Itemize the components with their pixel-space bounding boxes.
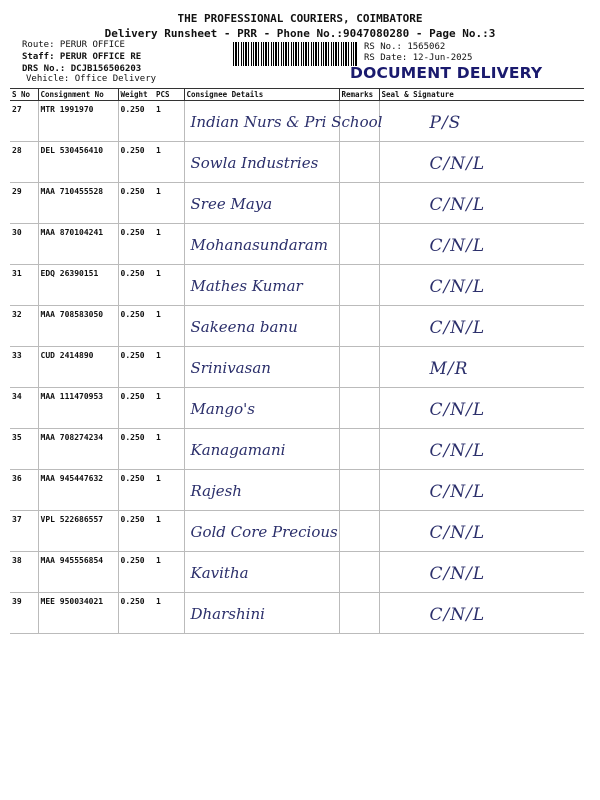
sno-cell [10, 593, 38, 634]
table-row [10, 224, 584, 265]
seal-handwriting: C/N/L [429, 236, 486, 256]
pcs-cell [154, 347, 184, 388]
table-row [10, 511, 584, 552]
pcs-value: 1 [156, 556, 161, 565]
remarks-value [342, 429, 377, 433]
remarks-cell [339, 306, 379, 347]
consignment-cell [38, 101, 118, 142]
consignment-cell [38, 552, 118, 593]
weight-value: 0.250 [120, 597, 145, 606]
seal-signature-cell [379, 183, 584, 224]
staff-field: Staff: PERUR OFFICE RE [22, 52, 142, 62]
weight-value: 0.250 [120, 392, 145, 401]
weight-cell [118, 265, 154, 306]
table-row [10, 101, 584, 142]
sno-cell [10, 183, 38, 224]
consignee-cell [184, 511, 339, 552]
seal-handwriting: C/N/L [429, 605, 486, 625]
remarks-value [342, 306, 377, 310]
consignee-cell [184, 183, 339, 224]
pcs-value: 1 [156, 146, 161, 155]
remarks-cell [339, 511, 379, 552]
pcs-value: 1 [156, 515, 161, 524]
seal-handwriting: P/S [429, 113, 462, 133]
consignment-value: MAA 710455528 [40, 187, 104, 196]
weight-cell [118, 429, 154, 470]
consignment-value: EDQ 26390151 [40, 269, 99, 278]
consignment-cell [38, 593, 118, 634]
sno-value: 38 [12, 556, 22, 565]
seal-signature-cell [379, 470, 584, 511]
remarks-cell [339, 470, 379, 511]
table-header-row [10, 89, 584, 101]
remarks-value [342, 388, 377, 392]
consignment-value: MAA 111470953 [40, 392, 104, 401]
weight-value: 0.250 [120, 269, 145, 278]
runsheet-subtitle: Delivery Runsheet - PRR - Phone No.:9047080280 - Page No.:3 [104, 27, 496, 40]
consignee-handwriting: Dharshini [190, 605, 265, 623]
consignment-cell [38, 470, 118, 511]
pcs-value: 1 [156, 597, 161, 606]
consignee-handwriting: Mango's [190, 400, 255, 418]
consignee-handwriting: Rajesh [190, 482, 242, 500]
seal-signature-cell [379, 265, 584, 306]
pcs-value: 1 [156, 310, 161, 319]
weight-cell [118, 388, 154, 429]
table-row [10, 265, 584, 306]
column-header: Seal & Signature [379, 89, 584, 101]
sno-value: 29 [12, 187, 22, 196]
weight-value: 0.250 [120, 228, 145, 237]
seal-signature-cell [379, 101, 584, 142]
sno-value: 37 [12, 515, 22, 524]
consignment-value: MAA 945556854 [40, 556, 104, 565]
seal-signature-cell [379, 388, 584, 429]
consignment-value: MAA 870104241 [40, 228, 104, 237]
seal-handwriting: C/N/L [429, 318, 486, 338]
weight-cell [118, 183, 154, 224]
consignee-cell [184, 142, 339, 183]
remarks-value [342, 347, 377, 351]
consignment-cell [38, 347, 118, 388]
remarks-cell [339, 347, 379, 388]
sno-value: 30 [12, 228, 22, 237]
consignment-value: MTR 1991970 [40, 105, 94, 114]
pcs-cell [154, 265, 184, 306]
weight-cell [118, 511, 154, 552]
consignment-cell [38, 388, 118, 429]
remarks-cell [339, 429, 379, 470]
remarks-value [342, 224, 377, 228]
pcs-cell [154, 101, 184, 142]
consignee-cell [184, 306, 339, 347]
consignment-value: MAA 708583050 [40, 310, 104, 319]
seal-signature-cell [379, 552, 584, 593]
remarks-cell [339, 142, 379, 183]
remarks-value [342, 470, 377, 474]
seal-handwriting: C/N/L [429, 400, 486, 420]
sno-cell [10, 429, 38, 470]
consignee-cell [184, 552, 339, 593]
column-header: Remarks [339, 89, 379, 101]
seal-handwriting: C/N/L [429, 277, 486, 297]
seal-handwriting: C/N/L [429, 482, 486, 502]
consignee-cell [184, 347, 339, 388]
drs-number: DRS No.: DCJB156506203 [22, 64, 142, 74]
sno-cell [10, 511, 38, 552]
table-row [10, 347, 584, 388]
remarks-value [342, 511, 377, 515]
consignee-cell [184, 429, 339, 470]
seal-signature-cell [379, 224, 584, 265]
table-row [10, 388, 584, 429]
consignee-handwriting: Mathes Kumar [190, 277, 303, 295]
pcs-value: 1 [156, 105, 161, 114]
table-row [10, 470, 584, 511]
weight-value: 0.250 [120, 556, 145, 565]
column-header: PCS [154, 89, 184, 101]
consignment-value: MEE 950034021 [40, 597, 104, 606]
remarks-cell [339, 388, 379, 429]
seal-signature-cell [379, 306, 584, 347]
sno-value: 35 [12, 433, 22, 442]
column-header: Weight [118, 89, 154, 101]
sno-value: 31 [12, 269, 22, 278]
weight-cell [118, 347, 154, 388]
sno-value: 34 [12, 392, 22, 401]
pcs-cell [154, 224, 184, 265]
weight-value: 0.250 [120, 433, 145, 442]
weight-cell [118, 470, 154, 511]
pcs-cell [154, 552, 184, 593]
consignment-value: MAA 708274234 [40, 433, 104, 442]
table-row [10, 552, 584, 593]
consignee-handwriting: Gold Core Precious [190, 523, 338, 541]
pcs-cell [154, 511, 184, 552]
route-field: Route: PERUR OFFICE [22, 40, 125, 50]
weight-cell [118, 224, 154, 265]
weight-cell [118, 552, 154, 593]
seal-handwriting: C/N/L [429, 441, 486, 461]
weight-value: 0.250 [120, 187, 145, 196]
sno-cell [10, 388, 38, 429]
consignee-cell [184, 388, 339, 429]
company-title: THE PROFESSIONAL COURIERS, COIMBATORE [177, 12, 423, 25]
pcs-value: 1 [156, 228, 161, 237]
consignee-handwriting: Mohanasundaram [190, 236, 328, 254]
seal-handwriting: M/R [429, 359, 469, 379]
pcs-cell [154, 183, 184, 224]
pcs-value: 1 [156, 433, 161, 442]
consignment-cell [38, 183, 118, 224]
table-row [10, 593, 584, 634]
consignee-cell [184, 265, 339, 306]
sno-cell [10, 224, 38, 265]
seal-signature-cell [379, 429, 584, 470]
seal-signature-cell [379, 593, 584, 634]
remarks-cell [339, 224, 379, 265]
remarks-value [342, 593, 377, 597]
sno-value: 28 [12, 146, 22, 155]
weight-value: 0.250 [120, 515, 145, 524]
sno-cell [10, 306, 38, 347]
sno-value: 36 [12, 474, 22, 483]
sno-value: 39 [12, 597, 22, 606]
vehicle-field: Vehicle: Office Delivery [26, 74, 157, 84]
consignee-handwriting: Sakeena banu [190, 318, 298, 336]
remarks-cell [339, 183, 379, 224]
weight-value: 0.250 [120, 351, 145, 360]
seal-signature-cell [379, 142, 584, 183]
sno-cell [10, 347, 38, 388]
sno-value: 27 [12, 105, 22, 114]
column-header: S No [10, 89, 38, 101]
pcs-value: 1 [156, 392, 161, 401]
column-header: Consignee Details [184, 89, 339, 101]
pcs-value: 1 [156, 474, 161, 483]
sno-cell [10, 265, 38, 306]
remarks-cell [339, 552, 379, 593]
weight-cell [118, 306, 154, 347]
consignment-value: VPL 522686557 [40, 515, 104, 524]
weight-cell [118, 142, 154, 183]
pcs-cell [154, 388, 184, 429]
seal-handwriting: C/N/L [429, 195, 486, 215]
pcs-value: 1 [156, 269, 161, 278]
consignment-value: DEL 530456410 [40, 146, 104, 155]
consignee-handwriting: Kanagamani [190, 441, 286, 459]
runsheet-table [10, 88, 584, 634]
remarks-cell [339, 593, 379, 634]
weight-value: 0.250 [120, 474, 145, 483]
consignment-cell [38, 265, 118, 306]
remarks-cell [339, 265, 379, 306]
consignee-handwriting: Srinivasan [190, 359, 271, 377]
consignee-cell [184, 101, 383, 142]
rs-date: RS Date: 12-Jun-2025 [364, 53, 473, 63]
consignment-value: MAA 945447632 [40, 474, 104, 483]
sno-value: 33 [12, 351, 22, 360]
rs-number: RS No.: 1565062 [364, 42, 446, 52]
consignee-handwriting: Sree Maya [190, 195, 273, 213]
sno-cell [10, 470, 38, 511]
table-row [10, 306, 584, 347]
weight-cell [118, 101, 154, 142]
weight-value: 0.250 [120, 105, 145, 114]
remarks-value [342, 265, 377, 269]
consignee-handwriting: Kavitha [190, 564, 249, 582]
sno-cell [10, 142, 38, 183]
consignment-cell [38, 224, 118, 265]
pcs-value: 1 [156, 351, 161, 360]
weight-value: 0.250 [120, 146, 145, 155]
seal-handwriting: C/N/L [429, 523, 486, 543]
sno-cell [10, 101, 38, 142]
consignee-cell [184, 224, 339, 265]
consignment-value: CUD 2414890 [40, 351, 94, 360]
consignee-handwriting: Sowla Industries [190, 154, 319, 172]
document-delivery-stamp: DOCUMENT DELIVERY [350, 64, 543, 82]
pcs-cell [154, 142, 184, 183]
pcs-cell [154, 470, 184, 511]
weight-cell [118, 593, 154, 634]
consignment-cell [38, 306, 118, 347]
sno-cell [10, 552, 38, 593]
pcs-value: 1 [156, 187, 161, 196]
table-row [10, 142, 584, 183]
column-header: Consignment No [38, 89, 118, 101]
pcs-cell [154, 593, 184, 634]
pcs-cell [154, 306, 184, 347]
consignment-cell [38, 142, 118, 183]
pcs-cell [154, 429, 184, 470]
table-row [10, 429, 584, 470]
remarks-value [342, 183, 377, 187]
seal-handwriting: C/N/L [429, 564, 486, 584]
barcode [233, 42, 357, 66]
table-row [10, 183, 584, 224]
remarks-value [342, 101, 377, 105]
seal-signature-cell [379, 347, 584, 388]
consignment-cell [38, 429, 118, 470]
consignment-cell [38, 511, 118, 552]
consignee-cell [184, 593, 339, 634]
seal-handwriting: C/N/L [429, 154, 486, 174]
remarks-cell [339, 101, 379, 142]
seal-signature-cell [379, 511, 584, 552]
remarks-value [342, 552, 377, 556]
consignee-handwriting: Indian Nurs & Pri School [190, 113, 383, 131]
consignee-cell [184, 470, 339, 511]
sno-value: 32 [12, 310, 22, 319]
remarks-value [342, 142, 377, 146]
weight-value: 0.250 [120, 310, 145, 319]
